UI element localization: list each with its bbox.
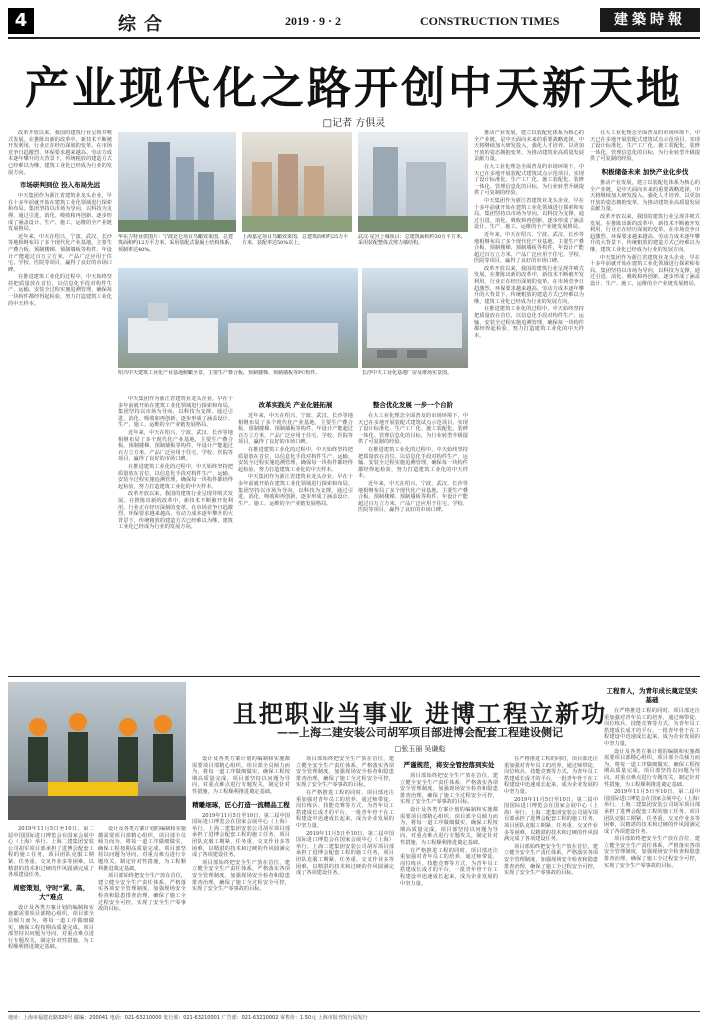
story1-para: 近年来，中天在绍兴、宁波、武汉、长沙等地相继布局了多个现代化产业基地，主要生产叠合板、预制楼梯、预制墙板等构件，年设计产能超过百万立方米，产品广泛应用于住宅、学校、医院等项目，赢得了良好的市场口碑。 (474, 231, 584, 265)
story2-subhead: 严谨规范，将安全管控落到实处 (403, 761, 495, 769)
story1-para: 在推进建筑工业化的过程中，中天始终坚持把质量放在首位，以信息化手段对构件生产、运输、安装全过程实施追溯管理，确保每一块构件都经得起检验，努力打造建筑工业化的中天样本。 (118, 463, 233, 490)
story2-para: 2019年11月5日至10日，第二届中国国际进口博览会在国家会展中心（上海）举行。上海二建集团安装公司胡军项目部承担了进博会配套工程的施工任务，项目团队克服工期紧、任务重、交叉作业多等困难，以精湛的技术和过硬的作风圆满完成了各项建设任务。 (192, 812, 290, 859)
story1-para: 近年来，中天在绍兴、宁波、武汉、长沙等地相继布局了多个现代化产业基地，主要生产叠合板、预制楼梯、预制墙板等构件，年设计产能超过百万立方米，产品广泛应用于住宅、学校、医院等项目，赢得了良好的市场口碑。 (8, 233, 112, 273)
story2-para: 项目部始终把安全生产放在首位，建立健全安全生产责任体系，严格落实各项安全管理制度，加强现场安全检查和隐患排查治理，确保了施工全过程安全可控，实现了安全生产零事故的目标。 (192, 859, 290, 893)
page-number: 4 (8, 8, 34, 34)
story1-col4 (358, 396, 468, 670)
yard-illustration (362, 268, 468, 368)
story2-byline: □张玉丽 吴谦彪 (394, 745, 446, 753)
story1-subhead: 改革实践关 产业化链拓展 (258, 401, 333, 409)
header-rule (8, 37, 700, 39)
factory-illustration (118, 268, 358, 368)
story2-subhead: 精雕细琢，匠心打造一流精品工程 (192, 800, 290, 809)
main-headline: 产业现代化之路开创中天新天地 (25, 63, 683, 114)
story2-para: 设计及各类方案计划的编制和实施都需要项目部精心组织，项目部全员倾力而为，将每一道工序做细做实，确保工程按期高质量完成。项目部坚持以问题为导向，对重点难点进行专题攻关，制定针对性措施，为工程顺利推进奠定基础。 (98, 826, 186, 872)
story2-para: 在严格推进工程的同时，项目部还注重加强对青年员工的培养，通过师带徒、岗位练兵、技能竞赛等方式，为青年员工搭建成长成才的平台，一批青年骨干在工程建设中迅速成长起来，成为企业发展的中坚力量。 (296, 789, 394, 829)
story-divider (8, 676, 700, 677)
story2-para: 设计及各类方案计划的编制和实施都需要项目部精心组织，项目部全员倾力而为，将每一道工序做细做实，确保工程按期高质量完成。项目部坚持以问题为导向，对重点难点进行专题攻关，制定针对性措施，为工程顺利推进奠定基础。 (400, 806, 498, 846)
story2-para: 2019年11月5日至10日，第二届中国国际进口博览会在国家会展中心（上海）举行。上海二建集团安装公司胡军项目部承担了进博会配套工程的施工任务，项目团队克服工期紧、任务重、交叉作业多等困难，以精湛的技术和过硬的作风圆满完成了各项建设任务。 (504, 796, 598, 843)
story1-subhead: 整合优化发展 一步一个台阶 (372, 401, 454, 409)
story1-col2 (118, 396, 233, 670)
story1-para: 近年来，中天在绍兴、宁波、武汉、长沙等地相继布局了多个现代化产业基地，主要生产叠合板、预制楼梯、预制墙板等构件，年设计产能超过百万立方米，产品广泛应用于住宅、学校、医院等项目，赢得了良好的市场口碑。 (118, 429, 233, 463)
story2-para: 在严格推进工程的同时，项目部还注重加强对青年员工的培养，通过师带徒、岗位练兵、技能竞赛等方式，为青年员工搭建成长成才的平台，一批青年骨干在工程建设中迅速成长起来，成为企业发展的中坚力量。 (400, 847, 498, 887)
photo-project-3 (358, 132, 468, 232)
caption-4: 绍兴中天建筑工业化产业基地俯瞰全景，主要生产叠合板、预制楼梯、预制墙板等PC构件。 (118, 370, 321, 376)
story1-para: 近年来，中天在绍兴、宁波、武汉、长沙等地相继布局了多个现代化产业基地，主要生产叠合板、预制楼梯、预制墙板等构件，年设计产能超过百万立方米，产品广泛应用于住宅、学校、医院等项目，赢得了良好的市场口碑。 (238, 413, 353, 446)
story1-para: 在推进建筑工业化的过程中，中天始终坚持把质量放在首位，以信息化手段对构件生产、运输、安装全过程实施追溯管理，确保每一块构件都经得起检验，努力打造建筑工业化的中天样本。 (238, 446, 353, 473)
photo-changsha-base (362, 268, 468, 368)
story2-col6 (504, 756, 598, 1008)
story1-para: 改革开放以来，我国的建筑行业呈现井喷式发展。在推陈出新的改革中，新技术不断被开发利用，行业正在经历深刻的变革。在市场竞争日趋激烈、环保要求越来越高、劳动力成本逐年攀升的大背景下，传统粗放的建造方式已经难以为继，建筑工业化已经成为行业的发展方向。 (118, 491, 233, 531)
story1-para: 改革开放以来，我国的建筑行业呈现井喷式发展。在推陈出新的改革中，新技术不断被开发利用，行业正在经历深刻的变革。在市场竞争日趋激烈、环保要求越来越高、劳动力成本逐年攀升的大背景下，传统粗放的建造方式已经难以为继，建筑工业化已经成为行业的发展方向。 (8, 130, 112, 176)
residential-illustration (242, 132, 352, 232)
photo-workers (8, 682, 186, 820)
photo-project-2 (242, 132, 352, 232)
section-name: 综合 (118, 14, 170, 35)
story2-col1 (8, 826, 94, 1008)
issue-date: 2019 · 9 · 2 (285, 14, 342, 28)
story1-para: 近年来，中天在绍兴、宁波、武汉、长沙等地相继布局了多个现代化产业基地，主要生产叠合板、预制楼梯、预制墙板等构件，年设计产能超过百万立方米，产品广泛应用于住宅、学校、医院等项目，赢得了良好的市场口碑。 (358, 480, 468, 514)
story1-para: 中天集团作为浙江省建筑业龙头企业，早在十多年前就开始在建筑工业化领域进行探索和布局。集团坚持以市场为导向，以科技为支撑，通过引进、消化、吸收和再创新，逐步形成了涵盖设计、生产、施工、运维的全产业链发展格局。 (118, 396, 233, 429)
story1-para: 中天集团作为浙江省建筑业龙头企业，早在十多年前就开始在建筑工业化领域进行探索和布局。集团坚持以市场为导向，以科技为支撑，通过引进、消化、吸收和再创新，逐步形成了涵盖设计、生产、施工、运维的全产业链发展格局。 (474, 197, 584, 231)
caption-5: 长沙中天工业化基地厂房及堆场实景图。 (362, 370, 453, 376)
story2-para: 设计及各类方案计划的编制和实施都需要项目部精心组织，项目部全员倾力而为，将每一道工序做细做实，确保工程按期高质量完成。项目部坚持以问题为导向，对重点难点进行专题攻关，制定针对性措施，为工程顺利推进奠定基础。 (192, 756, 290, 795)
story2-para: 项目部始终把安全生产放在首位，建立健全安全生产责任体系，严格落实各项安全管理制度，加强现场安全检查和隐患排查治理，确保了施工全过程安全可控，实现了安全生产零事故的目标。 (504, 843, 598, 877)
story1-subhead: 积极储备未来 加快产业化步伐 (601, 167, 689, 176)
story1-para: 推动产业发展，建立以装配化体系为核心的全产业链，是中天面向未来的重要战略选择。中天将继续加大研发投入，强化人才培养，以更加开放的姿态拥抱变革，为推动建筑业高质量发展贡献力量。 (474, 130, 584, 163)
story1-para: 在推进建筑工业化的过程中，中天始终坚持把质量放在首位，以信息化手段对构件生产、运输、安装全过程实施追溯管理，确保每一块构件都经得起检验，努力打造建筑工业化的中天样本。 (8, 274, 112, 307)
story1-para: 在推进建筑工业化的过程中，中天始终坚持把质量放在首位，以信息化手段对构件生产、运输、安装全过程实施追溯管理，确保每一块构件都经得起检验，努力打造建筑工业化的中天样本。 (358, 446, 468, 480)
story2-col4 (296, 756, 394, 1008)
story2-para: 2019年11月5日至10日，第二届中国国际进口博览会在国家会展中心（上海）举行。上海二建集团安装公司胡军项目部承担了进博会配套工程的施工任务，项目团队克服工期紧、任务重、交叉作业多等困难，以精湛的技术和过硬的作风圆满完成了各项建设任务。 (8, 826, 94, 879)
story2-headline: 且把职业当事业 进博工程立新功 (232, 700, 608, 728)
story2-subhead: 工程育人，为青年成长奠定坚实基础 (606, 687, 698, 704)
story1-col3 (238, 396, 353, 670)
story2-deck: ——上海二建安装公司胡军项目部进博会配套工程建设侧记 (277, 726, 563, 739)
caption-3: 武汉·星宫上城项目：总建筑面积约30万平方米，采用装配整体式剪力墙结构。 (358, 234, 466, 247)
story2-para: 2019年11月5日至10日，第二届中国国际进口博览会在国家会展中心（上海）举行。上海二建集团安装公司胡军项目部承担了进博会配套工程的施工任务，项目团队克服工期紧、任务重、交叉作业多等困难，以精湛的技术和过硬的作风圆满完成了各项建设任务。 (604, 789, 700, 835)
workers-illustration (8, 682, 186, 820)
story1-para: 在大工业化理念全面普及的市场环境下，中天已在多地开展装配式建筑试点示范项目，实现了设计标准化、生产工厂化、施工装配化、装修一体化、管理信息化的目标，为行业转型升级提供了可复制的经验。 (590, 130, 700, 163)
photo-factory-base (118, 268, 358, 368)
story1-subhead: 市场研判到位 投入布局先远 (19, 181, 101, 190)
story2-para: 设计及各类方案计划的编制和实施都需要项目部精心组织，项目部全员倾力而为，将每一道工序做细做实，确保工程按期高质量完成。项目部坚持以问题为导向，对重点难点进行专题攻关，制定针对性措施，为工程顺利推进奠定基础。 (8, 904, 94, 951)
photo-project-1 (118, 132, 236, 232)
main-byline: □记者 方俱灵 (322, 118, 386, 129)
page-footer: 地址：上海市福建北路320号 邮编：200041 电话：021-63210000 发行部：021-63210001 广告部：021-63210002 零售价：1.50元 上海市报刊发行局发行 (8, 1011, 700, 1021)
story2-subhead: 周密策划，守时“紧、高、大”难点 (13, 883, 89, 901)
story2-para: 项目部始终把安全生产放在首位，建立健全安全生产责任体系，严格落实各项安全管理制度，加强现场安全检查和隐患排查治理，确保了施工全过程安全可控，实现了安全生产零事故的目标。 (604, 836, 700, 869)
story2-para: 项目部始终把安全生产放在首位，建立健全安全生产责任体系，严格落实各项安全管理制度，加强现场安全检查和隐患排查治理，确保了施工全过程安全可控，实现了安全生产零事故的目标。 (400, 773, 498, 806)
story2-para: 2019年11月5日至10日，第二届中国国际进口博览会在国家会展中心（上海）举行。上海二建集团安装公司胡军项目部承担了进博会配套工程的施工任务，项目团队克服工期紧、任务重、交叉作业多等困难，以精湛的技术和过硬的作风圆满完成了各项建设任务。 (296, 830, 394, 877)
story1-para: 在大工业化理念全面普及的市场环境下，中天已在多地开展装配式建筑试点示范项目，实现了设计标准化、生产工厂化、施工装配化、装修一体化、管理信息化的目标，为行业转型升级提供了可复制的经验。 (358, 413, 468, 446)
story1-para: 中天集团作为浙江省建筑业龙头企业，早在十多年前就开始在建筑工业化领域进行探索和布局。集团坚持以市场为导向，以科技为支撑，通过引进、消化、吸收和再创新，逐步形成了涵盖设计、生产、施工、运维的全产业链发展格局。 (590, 254, 700, 287)
paper-name-en: CONSTRUCTION TIMES (420, 14, 560, 28)
story2-para: 项目部始终把安全生产放在首位，建立健全安全生产责任体系，严格落实各项安全管理制度，加强现场安全检查和隐患排查治理，确保了施工全过程安全可控，实现了安全生产零事故的目标。 (296, 756, 394, 789)
story2-para: 设计及各类方案计划的编制和实施都需要项目部精心组织，项目部全员倾力而为，将每一道工序做细做实，确保工程按期高质量完成。项目部坚持以问题为导向，对重点难点进行专题攻关，制定针对性措施，为工程顺利推进奠定基础。 (604, 748, 700, 788)
story1-para: 在推进建筑工业化的过程中，中天始终坚持把质量放在首位，以信息化手段对构件生产、运输、安装全过程实施追溯管理，确保每一块构件都经得起检验，努力打造建筑工业化的中天样本。 (474, 306, 584, 339)
story2-para: 在严格推进工程的同时，项目部还注重加强对青年员工的培养，通过师带徒、岗位练兵、技能竞赛等方式，为青年员工搭建成长成才的平台，一批青年骨干在工程建设中迅速成长起来，成为企业发展的中坚力量。 (604, 708, 700, 747)
tower-illustration (118, 132, 236, 232)
story2-para: 项目部始终把安全生产放在首位，建立健全安全生产责任体系，严格落实各项安全管理制度，加强现场安全检查和隐患排查治理，确保了施工全过程安全可控，实现了安全生产零事故的目标。 (98, 873, 186, 913)
story1-col5 (474, 130, 584, 670)
story2-col5 (400, 756, 498, 1008)
story1-para: 中天集团作为浙江省建筑业龙头企业，早在十多年前就开始在建筑工业化领域进行探索和布局。集团坚持以市场为导向，以科技为支撑，通过引进、消化、吸收和再创新，逐步形成了涵盖设计、生产、施工、运维的全产业链发展格局。 (238, 474, 353, 507)
masthead-logo: 建築時報 (600, 8, 700, 32)
caption-1: 华东力特业供图片：宁波北仑项目鸟瞰效果图，总建筑面积约12万平方米，采用装配式混凝土结构体系，预制率达40%。 (118, 234, 235, 253)
story1-para: 推动产业发展，建立以装配化体系为核心的全产业链，是中天面向未来的重要战略选择。中天将继续加大研发投入，强化人才培养，以更加开放的姿态拥抱变革，为推动建筑业高质量发展贡献力量。 (590, 179, 700, 213)
story2-para: 在严格推进工程的同时，项目部还注重加强对青年员工的培养，通过师带徒、岗位练兵、技能竞赛等方式，为青年员工搭建成长成才的平台，一批青年骨干在工程建设中迅速成长起来，成为企业发展的中坚力量。 (504, 756, 598, 795)
caption-2: 上海嘉定项目鸟瞰效果图，总建筑面积约25万平方米，装配率达50%以上。 (242, 234, 349, 247)
story1-col6 (590, 130, 700, 670)
story2-col2 (98, 826, 186, 1008)
story1-para: 中天集团作为浙江省建筑业龙头企业，早在十多年前就开始在建筑工业化领域进行探索和布局。集团坚持以市场为导向，以科技为支撑，通过引进、消化、吸收和再创新，逐步形成了涵盖设计、生产、施工、运维的全产业链发展格局。 (8, 193, 112, 233)
story1-col1 (8, 130, 112, 670)
complex-illustration (358, 132, 468, 232)
story1-para: 改革开放以来，我国的建筑行业呈现井喷式发展。在推陈出新的改革中，新技术不断被开发利用，行业正在经历深刻的变革。在市场竞争日趋激烈、环保要求越来越高、劳动力成本逐年攀升的大背景下，传统粗放的建造方式已经难以为继，建筑工业化已经成为行业的发展方向。 (590, 213, 700, 253)
story2-col7 (604, 682, 700, 1008)
story1-para: 在大工业化理念全面普及的市场环境下，中天已在多地开展装配式建筑试点示范项目，实现了设计标准化、生产工厂化、施工装配化、装修一体化、管理信息化的目标，为行业转型升级提供了可复制的经验。 (474, 163, 584, 197)
story2-col3 (192, 756, 290, 1008)
story1-para: 改革开放以来，我国的建筑行业呈现井喷式发展。在推陈出新的改革中，新技术不断被开发利用，行业正在经历深刻的变革。在市场竞争日趋激烈、环保要求越来越高、劳动力成本逐年攀升的大背景下，传统粗放的建造方式已经难以为继，建筑工业化已经成为行业的发展方向。 (474, 265, 584, 305)
